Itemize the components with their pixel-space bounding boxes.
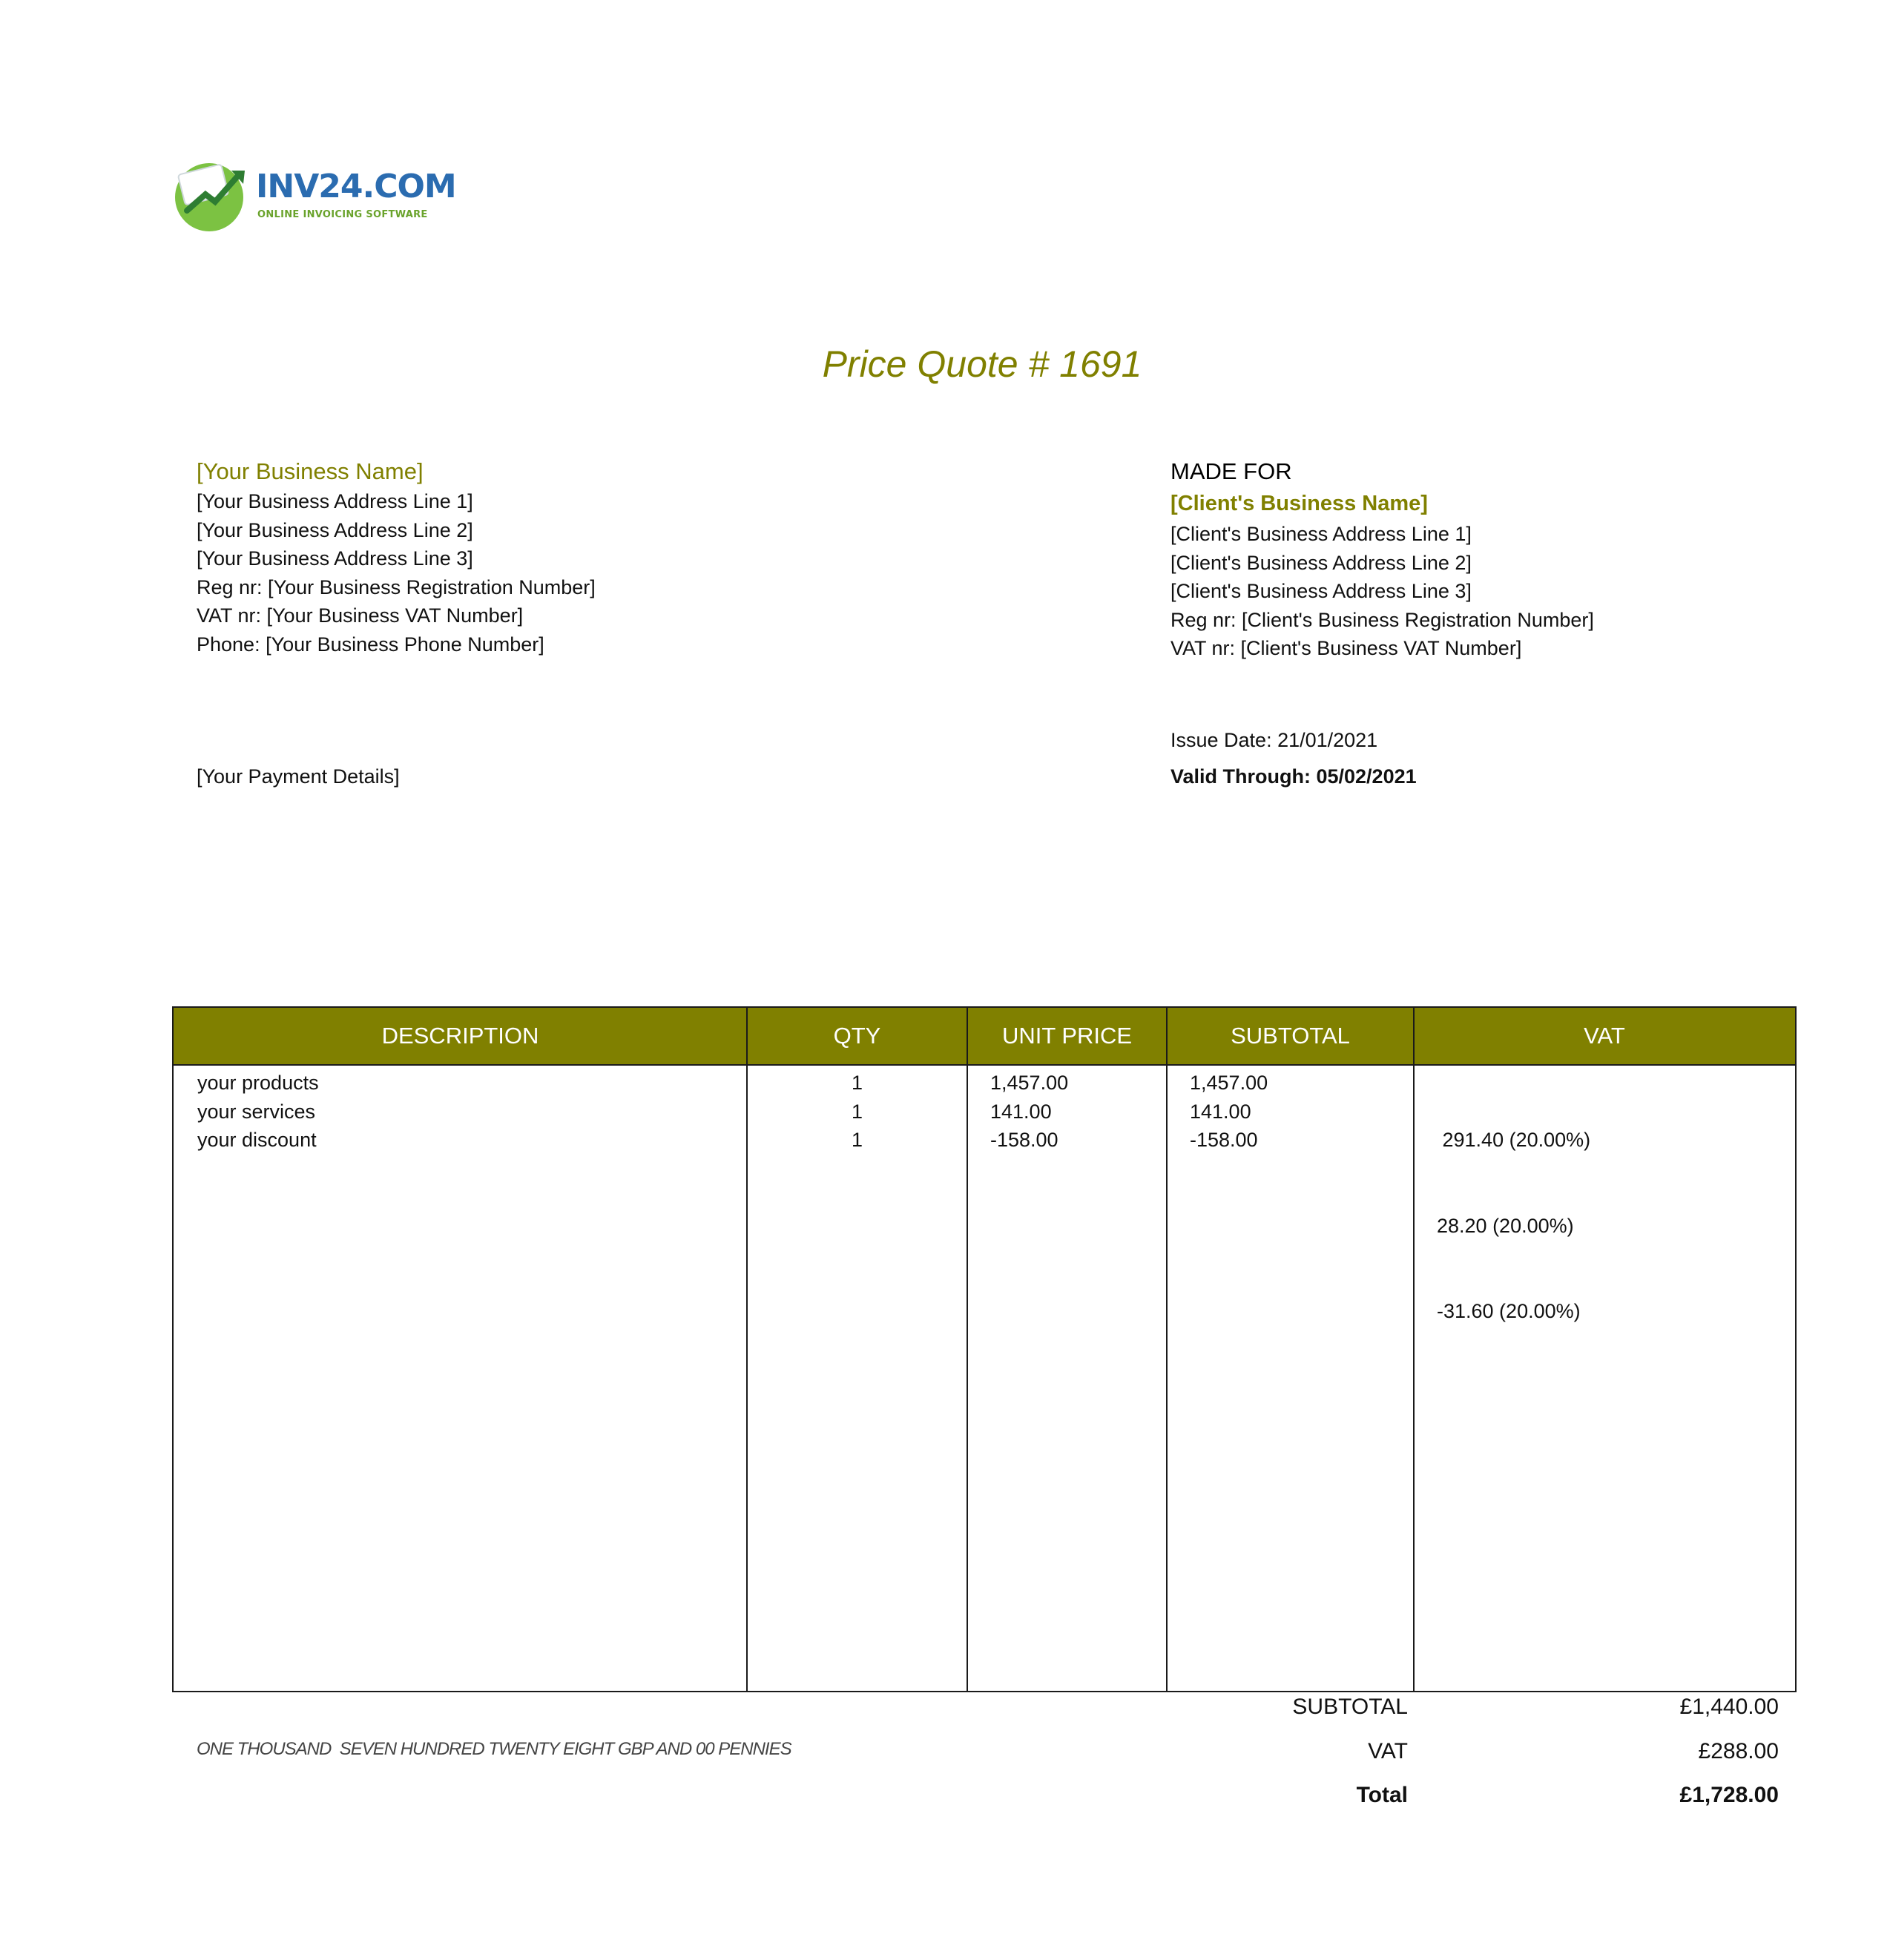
business-details xyxy=(197,456,596,659)
business-vat-number: VAT nr: [Your Business VAT Number] xyxy=(197,604,524,627)
business-address-line-1: [Your Business Address Line 1] xyxy=(197,490,473,512)
client-reg-number: Reg nr: [Client's Business Registration Number] xyxy=(1170,608,1594,631)
vat-column xyxy=(1437,1069,1590,1383)
business-address-line-2: [Your Business Address Line 2] xyxy=(197,518,473,541)
issue-date: Issue Date: 21/01/2021 xyxy=(1170,729,1378,751)
header-unit-price: UNIT PRICE xyxy=(1001,1023,1133,1049)
amount-in-words: ONE THOUSAND SEVEN HUNDRED TWENTY EIGHT GBP AND 00 PENNIES xyxy=(197,1739,791,1759)
row-1-qty: 1 xyxy=(851,1072,863,1094)
logo-tagline: ONLINE INVOICING SOFTWARE xyxy=(257,209,428,220)
row-2-qty: 1 xyxy=(851,1100,863,1123)
header-subtotal: SUBTOTAL xyxy=(1231,1023,1350,1049)
client-address-line-2: [Client's Business Address Line 2] xyxy=(1170,551,1472,574)
table-header xyxy=(174,1008,1795,1066)
client-address-line-3: [Client's Business Address Line 3] xyxy=(1170,580,1472,602)
row-2-subtotal: 141.00 xyxy=(1190,1100,1251,1123)
row-3-unit-price: -158.00 xyxy=(990,1129,1058,1151)
client-name: [Client's Business Name] xyxy=(1170,492,1428,515)
row-1-subtotal: 1,457.00 xyxy=(1190,1072,1268,1094)
column-divider xyxy=(1166,1008,1168,1691)
row-2-description: your services xyxy=(197,1100,316,1123)
unit-price-column xyxy=(990,1069,1068,1155)
vat-label: VAT xyxy=(1368,1739,1408,1763)
logo-wordmark: INV24.COM xyxy=(256,168,456,205)
row-3-description: your discount xyxy=(197,1129,317,1151)
valid-through-date: Valid Through: 05/02/2021 xyxy=(1170,765,1417,788)
subtotal-value: £1,440.00 xyxy=(1679,1695,1779,1719)
client-address-line-1: [Client's Business Address Line 1] xyxy=(1170,523,1472,545)
items-table xyxy=(172,1006,1797,1692)
client-details xyxy=(1170,456,1594,663)
column-divider xyxy=(1413,1008,1415,1691)
qty-column xyxy=(747,1069,967,1155)
row-2-unit-price: 141.00 xyxy=(990,1100,1052,1123)
total-value: £1,728.00 xyxy=(1679,1783,1779,1807)
header-qty: QTY xyxy=(833,1023,881,1049)
row-1-description: your products xyxy=(197,1072,319,1094)
client-vat-number: VAT nr: [Client's Business VAT Number] xyxy=(1170,637,1522,659)
business-reg-number: Reg nr: [Your Business Registration Number] xyxy=(197,575,596,598)
row-2-vat: 28.20 (20.00%) xyxy=(1437,1214,1574,1237)
subtotal-column xyxy=(1190,1069,1268,1155)
business-phone: Phone: [Your Business Phone Number] xyxy=(197,633,544,656)
logo-icon xyxy=(172,159,254,233)
header-description: DESCRIPTION xyxy=(381,1023,539,1049)
row-3-vat: -31.60 (20.00%) xyxy=(1437,1300,1581,1322)
row-3-subtotal: -158.00 xyxy=(1190,1129,1258,1151)
table-row xyxy=(197,1069,319,1155)
payment-details: [Your Payment Details] xyxy=(197,765,400,788)
made-for-heading: MADE FOR xyxy=(1170,458,1292,484)
total-label: Total xyxy=(1356,1783,1408,1807)
row-1-vat: 291.40 (20.00%) xyxy=(1437,1129,1591,1151)
subtotal-label: SUBTOTAL xyxy=(1292,1695,1408,1719)
document-title: Price Quote # 1691 xyxy=(822,343,1142,385)
row-3-qty: 1 xyxy=(851,1129,863,1151)
business-name: [Your Business Name] xyxy=(197,458,424,484)
business-address-line-3: [Your Business Address Line 3] xyxy=(197,547,473,570)
header-vat: VAT xyxy=(1584,1023,1625,1049)
vat-value: £288.00 xyxy=(1698,1739,1779,1763)
row-1-unit-price: 1,457.00 xyxy=(990,1072,1069,1094)
